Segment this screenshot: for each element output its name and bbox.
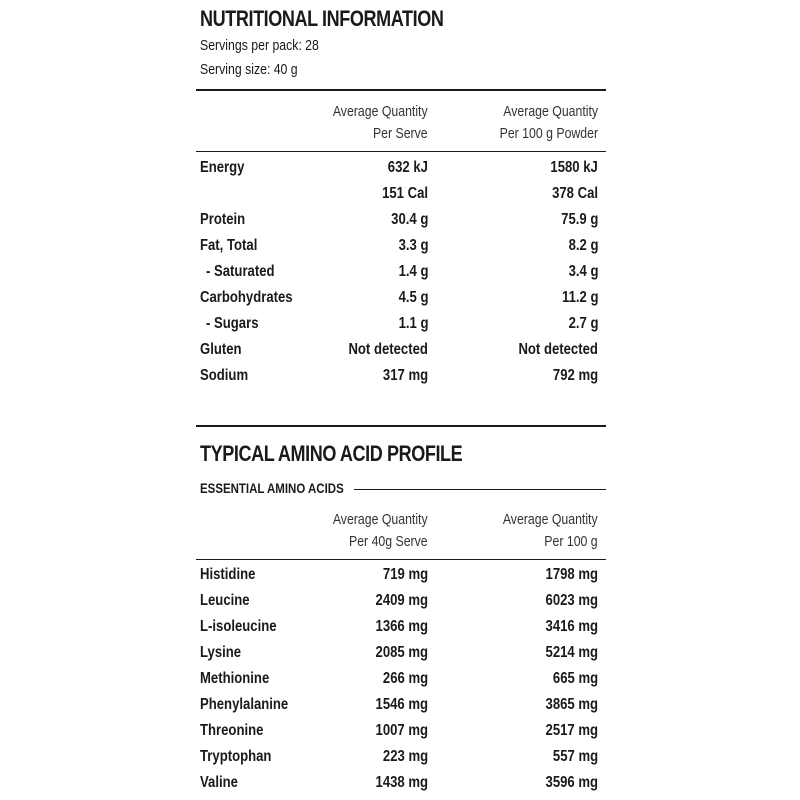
- table-row: [196, 722, 606, 748]
- table-row: [196, 618, 606, 644]
- per-100g-value: 5214 mg: [545, 644, 598, 661]
- per-100g-value: 792 mg: [552, 367, 598, 384]
- per-100g-value: 1580 kJ: [550, 159, 598, 176]
- table-row: [196, 696, 606, 722]
- col-header-line: Per 100 g Powder: [499, 125, 598, 142]
- per-serve-value: 1366 mg: [375, 618, 428, 635]
- table-row: [196, 315, 606, 341]
- per-serve-value: 4.5 g: [398, 289, 428, 306]
- row-label: Valine: [200, 774, 238, 791]
- per-100g-value: 2.7 g: [568, 315, 598, 332]
- per-100g-value: 665 mg: [552, 670, 598, 687]
- row-label: Protein: [200, 211, 246, 228]
- per-100g-value: 2517 mg: [545, 722, 598, 739]
- per-100g-value: 6023 mg: [545, 592, 598, 609]
- divider: [196, 89, 606, 91]
- col-header-line: Per Serve: [373, 125, 428, 142]
- per-100g-value: 8.2 g: [568, 237, 598, 254]
- nutrition-col-per-serve-header: [333, 101, 428, 145]
- per-100g-value: 557 mg: [552, 748, 598, 765]
- col-header-line: Per 100 g: [544, 533, 598, 550]
- row-label: Sodium: [200, 367, 249, 384]
- table-row: [196, 644, 606, 670]
- amino-title: TYPICAL AMINO ACID PROFILE: [200, 441, 463, 466]
- servings-value: 28: [305, 37, 319, 54]
- serving-size: [200, 61, 298, 78]
- col-header-line: Average Quantity: [503, 511, 598, 528]
- table-row: [196, 774, 606, 800]
- col-header-line: Average Quantity: [503, 103, 598, 120]
- nutrition-panel: [196, 0, 606, 800]
- table-row: [196, 185, 606, 211]
- per-100g-value: 3596 mg: [545, 774, 598, 791]
- serving-size-value: 40 g: [273, 61, 298, 78]
- per-serve-value: 1.4 g: [398, 263, 428, 280]
- row-label: - Sugars: [206, 315, 259, 332]
- table-row: [196, 566, 606, 592]
- per-serve-value: 1007 mg: [375, 722, 428, 739]
- table-row: [196, 211, 606, 237]
- per-serve-value: 317 mg: [382, 367, 428, 384]
- row-label: Histidine: [200, 566, 256, 583]
- per-100g-value: 378 Cal: [552, 185, 598, 202]
- nutrition-title: NUTRITIONAL INFORMATION: [200, 6, 444, 31]
- divider: [196, 425, 606, 427]
- servings-label: Servings per pack:: [200, 37, 302, 54]
- row-label: Gluten: [200, 341, 242, 358]
- table-row: [196, 159, 606, 185]
- row-label: Phenylalanine: [200, 696, 289, 713]
- table-row: [196, 367, 606, 393]
- nutrition-col-per-100g-header: [500, 101, 598, 145]
- per-serve-value: 632 kJ: [387, 159, 428, 176]
- per-serve-value: 2085 mg: [375, 644, 428, 661]
- serving-size-label: Serving size:: [200, 61, 271, 78]
- table-row: [196, 289, 606, 315]
- divider: [196, 559, 606, 560]
- per-100g-value: 1798 mg: [545, 566, 598, 583]
- per-100g-value: 3.4 g: [568, 263, 598, 280]
- row-label: Energy: [200, 159, 245, 176]
- divider: [354, 489, 606, 490]
- table-row: [196, 341, 606, 367]
- per-serve-value: 151 Cal: [382, 185, 428, 202]
- per-serve-value: 1.1 g: [398, 315, 428, 332]
- per-100g-value: Not detected: [518, 341, 598, 358]
- row-label: Threonine: [200, 722, 264, 739]
- per-serve-value: 223 mg: [382, 748, 428, 765]
- per-serve-value: 1546 mg: [375, 696, 428, 713]
- amino-col-per-serve-header: [333, 509, 428, 553]
- table-row: [196, 592, 606, 618]
- divider: [196, 151, 606, 152]
- row-label: Leucine: [200, 592, 250, 609]
- per-serve-value: 1438 mg: [375, 774, 428, 791]
- col-header-line: Average Quantity: [333, 511, 428, 528]
- per-100g-value: 3416 mg: [545, 618, 598, 635]
- per-serve-value: 2409 mg: [375, 592, 428, 609]
- col-header-line: Average Quantity: [333, 103, 428, 120]
- row-label: L-isoleucine: [200, 618, 277, 635]
- row-label: Fat, Total: [200, 237, 258, 254]
- per-serve-value: 3.3 g: [398, 237, 428, 254]
- essential-amino-acids-heading: ESSENTIAL AMINO ACIDS: [200, 480, 344, 496]
- row-label: Methionine: [200, 670, 270, 687]
- table-row: [196, 670, 606, 696]
- row-label: Tryptophan: [200, 748, 272, 765]
- row-label: Carbohydrates: [200, 289, 293, 306]
- per-serve-value: 719 mg: [382, 566, 428, 583]
- row-label: - Saturated: [206, 263, 275, 280]
- per-100g-value: 75.9 g: [560, 211, 598, 228]
- table-row: [196, 748, 606, 774]
- servings-per-pack: [200, 37, 319, 54]
- table-row: [196, 263, 606, 289]
- per-100g-value: 11.2 g: [561, 289, 598, 306]
- amino-col-per-100g-header: [503, 509, 598, 553]
- per-serve-value: Not detected: [348, 341, 428, 358]
- col-header-line: Per 40g Serve: [349, 533, 428, 550]
- row-label: Lysine: [200, 644, 242, 661]
- per-serve-value: 266 mg: [382, 670, 428, 687]
- per-serve-value: 30.4 g: [390, 211, 428, 228]
- table-row: [196, 237, 606, 263]
- per-100g-value: 3865 mg: [545, 696, 598, 713]
